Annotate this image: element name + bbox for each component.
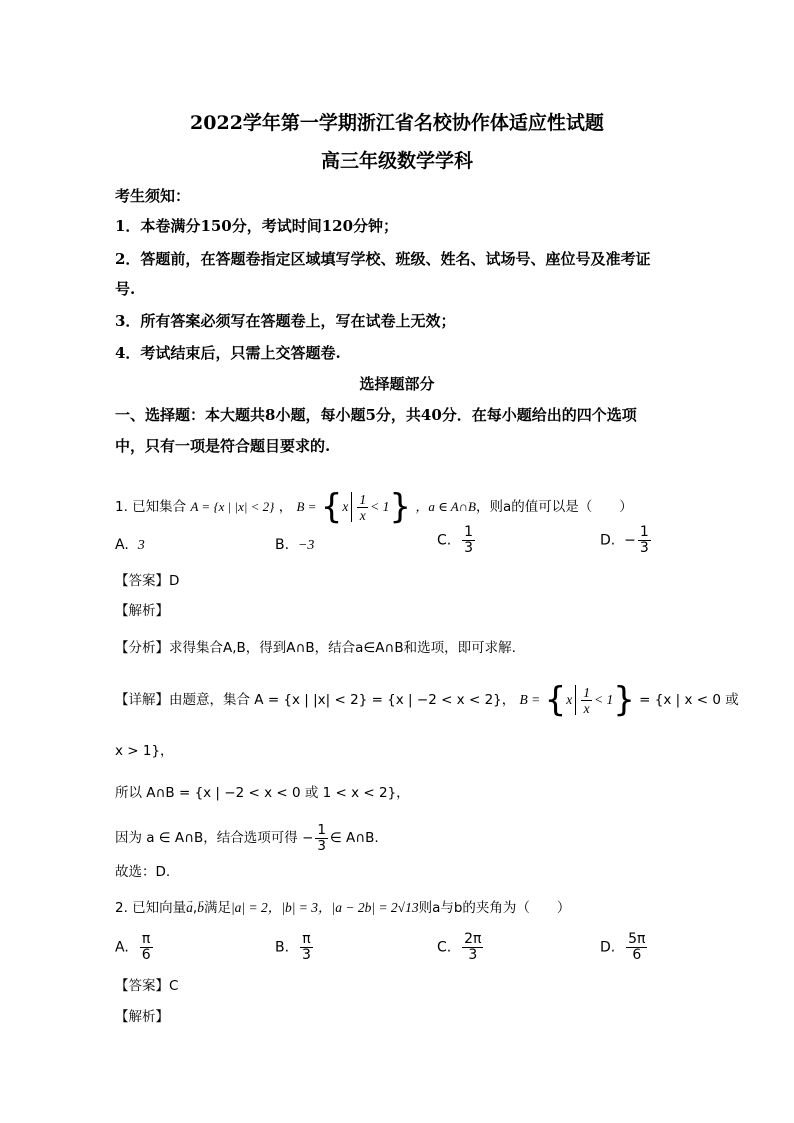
q1-frac-den: x (359, 507, 366, 523)
q2-stem-a: 2. 已知向量 (115, 900, 187, 916)
q1-choose: 故选：D. (115, 864, 171, 880)
left-brace: { (320, 487, 343, 527)
q1-detail-part-b: B = (519, 692, 541, 707)
q1-because-b: ∈ A∩B. (329, 830, 379, 846)
q2-stem-c: |a| = 2，|b| = 3，|a − 2b| = 2√13 (230, 900, 419, 915)
exam-subtitle: 高三年级数学学科 (320, 150, 473, 172)
detail-right-brace: } (613, 680, 635, 720)
q1-so: 所以 A∩B = {x | −2 < x < 0 或 1 < x < 2}， (115, 785, 410, 801)
q2-analysis-tag: 【解析】 (115, 1009, 169, 1025)
notice-item-2: 2．答题前，在答题卷指定区域填写学校、班级、姓名、试场号、座位号及准考证 (115, 250, 651, 268)
q1-set-b-var: x (342, 499, 349, 514)
q2-stem-b: 满足 (203, 900, 231, 916)
q1-fraction (357, 492, 368, 523)
q1-option-c: C. $\frac{1}{3}$ (437, 524, 474, 556)
q1-fenxi: 【分析】求得集合A,B，得到A∩B，结合a∈A∩B和选项，即可求解. (115, 640, 516, 656)
q2-option-d: D. $\frac{5\pi}{6}$ (600, 931, 646, 963)
notice-item-1: 1．本卷满分150分，考试时间120分钟； (115, 217, 399, 235)
set-bar (351, 492, 352, 522)
q1-option-b: B. −3 (275, 537, 315, 553)
q2-option-a: A. $\frac{\pi}{6}$ (115, 931, 151, 963)
q1-number: 1. 已知集合 (115, 499, 187, 515)
q2-vector-a: → a (186, 900, 193, 915)
q1-condition: ，a ∈ A∩B (415, 499, 476, 514)
detail-fraction: $\frac{1}{x}$ (583, 684, 590, 716)
q1-because-a: 因为 a ∈ A∩B，结合选项可得 − (115, 830, 314, 846)
q1-set-b-ineq: < 1 (370, 499, 390, 514)
q1-set-b-prefix: B = (296, 499, 317, 514)
q1-because-fraction: $\frac{1}{3}$ (317, 821, 326, 854)
q2-answer: 【答案】C (115, 978, 179, 994)
question-1-stem (115, 477, 633, 537)
q1-detail-part-c: = {x | x < 0 或 (639, 692, 739, 708)
notice-item-3: 3．所有答案必须写在答题卷上，写在试卷上无效； (115, 312, 456, 330)
q2-option-b: B. $\frac{\pi}{3}$ (275, 931, 311, 963)
notice-item-4: 4．考试结束后，只需上交答题卷. (115, 344, 341, 362)
q1-set-a: A = {x | |x| < 2} (190, 499, 275, 514)
section-title: 选择题部分 (359, 375, 435, 393)
q2-stem-d: 则a与b的夹角为（ ） (418, 900, 571, 916)
q1-comma: ， (278, 499, 293, 515)
exam-title: 2022学年第一学期浙江省名校协作体适应性试题 (190, 112, 604, 134)
detail-set-var: x (566, 692, 573, 707)
q1-detail-cont: x > 1}， (115, 743, 174, 759)
detail-set-bar (575, 685, 576, 715)
q2-option-c: C. $\frac{2\pi}{3}$ (437, 931, 482, 963)
notice-item-2-cont: 号. (115, 280, 136, 298)
q1-detail-part-a: 【详解】由题意，集合 A = {x | |x| < 2} = {x | −2 < x < 2}， (115, 692, 516, 708)
section-intro-line2: 中，只有一项是符合题目要求的. (115, 437, 331, 455)
detail-ineq: < 1 (593, 692, 614, 707)
q1-because (115, 818, 379, 858)
q1-analysis-tag: 【解析】 (115, 603, 169, 619)
q1-tail: ，则a的值可以是（ ） (476, 499, 633, 515)
detail-left-brace: { (544, 680, 567, 720)
q1-frac-num: 1 (359, 491, 367, 507)
q1-option-a: A. 3 (115, 537, 145, 553)
notice-heading: 考生须知： (115, 187, 191, 205)
q1-detail (115, 670, 739, 730)
q1-option-d: D. − $\frac{1}{3}$ (600, 524, 649, 556)
q2-vector-b: → b (197, 900, 204, 915)
question-2-stem: 2. 已知向量→ a,→ b满足|a| = 2，|b| = 3，|a − 2b| = 2√13则a与b的夹角为（ ） (115, 898, 570, 918)
section-intro-line1: 一、选择题：本大题共8小题，每小题5分，共40分．在每小题给出的四个选项 (115, 406, 637, 424)
q1-answer: 【答案】D (115, 573, 180, 589)
right-brace: } (389, 487, 412, 527)
